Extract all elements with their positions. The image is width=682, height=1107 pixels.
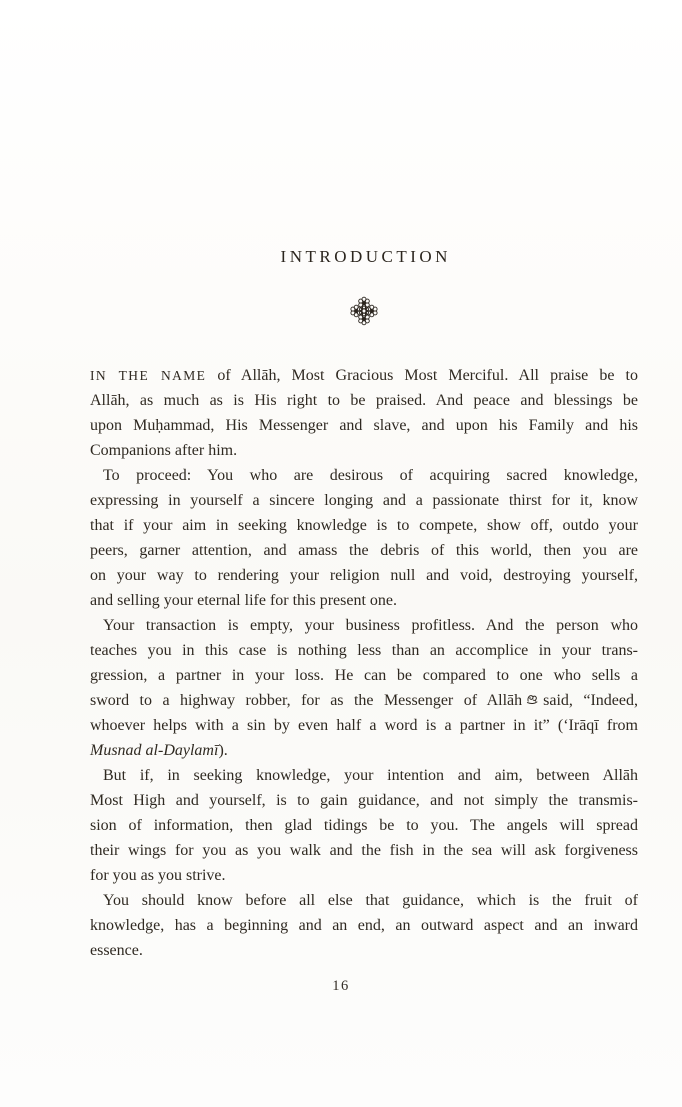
chapter-heading: INTRODUCTION [280,247,451,266]
smallcaps-lead: IN THE NAME [90,368,207,383]
text-line [90,363,638,388]
text-line: for you as you strive. [90,867,226,884]
page-number: 16 [332,978,350,994]
text-line: on your way to rendering your religion null and void, destroying yourself, [90,567,638,584]
ornament-container [90,295,638,327]
sallallahu-alayhi-wa-sallam-icon [526,693,538,705]
book-title-italic: Musnad al-Daylamī [90,742,219,759]
line-text: ). [218,742,228,759]
floral-rosette-cluster-icon [350,314,378,331]
body-text [90,363,638,963]
text-line: whoever helps with a sin by even half a word is a partner in it” (‘Irāqī from [90,717,638,734]
text-line: teaches you in this case is nothing less than an accomplice in your trans- [90,642,638,659]
line-text: of Allāh, Most Gracious Most Merciful. All praise be to [206,367,638,384]
line-text: said, “Indeed, [543,692,639,709]
text-line: and selling your eternal life for this present one. [90,592,398,609]
text-line: their wings for you as you walk and the fish in the sea will ask forgiveness [90,842,638,859]
text-line: But if, in seeking knowledge, your intention and aim, between Allāh [103,767,638,784]
text-line: upon Muḥammad, His Messenger and slave, and upon his Family and his [90,417,638,434]
text-line [90,688,638,713]
text-line: peers, garner attention, and amass the debris of this world, then you are [90,542,638,559]
text-line: To proceed: You who are desirous of acquiring sacred knowledge, [103,467,638,484]
text-line: expressing in yourself a sincere longing and a passionate thirst for it, know [90,492,638,509]
text-line: You should know before all else that guidance, which is the fruit of [103,892,638,909]
text-line: Most High and yourself, is to gain guidance, and not simply the transmis- [90,792,638,809]
text-line: Allāh, as much as is His right to be praised. And peace and blessings be [90,392,638,409]
text-line [90,738,638,763]
text-line: knowledge, has a beginning and an end, an outward aspect and an inward [90,917,638,934]
text-line: Your transaction is empty, your business profitless. And the person who [103,617,638,634]
text-line: essence. [90,942,143,959]
text-line: gression, a partner in your loss. He can be compared to one who sells a [90,667,638,684]
line-text: sword to a highway robber, for as the Messenger of Allāh [90,692,523,709]
text-line: Companions after him. [90,442,238,459]
text-line: that if your aim in seeking knowledge is to compete, show off, outdo your [90,517,638,534]
text-line: sion of information, then glad tidings be to you. The angels will spread [90,817,638,834]
